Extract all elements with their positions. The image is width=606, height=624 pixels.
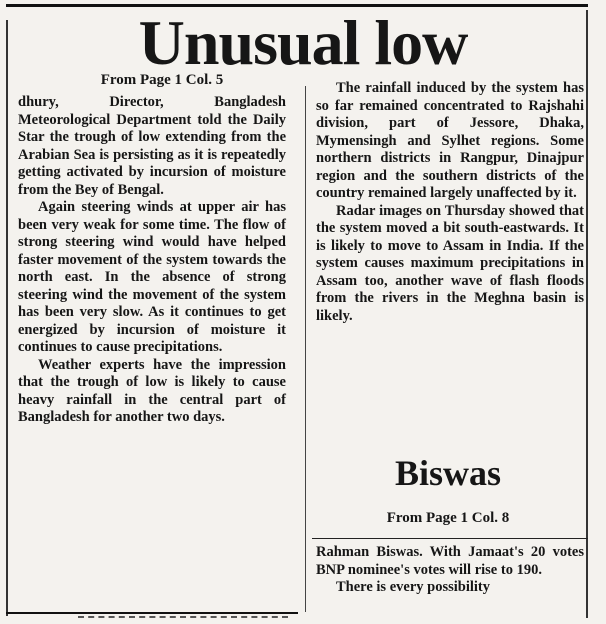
article-paragraph: dhury, Director, Bangladesh Meteorological Department told the Daily Star the trough of low extending from the Arabian Sea is persisting as it is repeatedly getting activated by incursion of moisture from the Bey of Bengal.	[18, 94, 286, 198]
article-paragraph: Again steering winds at upper air has been very weak for some time. The flow of strong steering wind would have helped faster movement of the system towards the north east. In the absence of strong steering wind the movement of the system has been very slow. As it continues to get energized by incursion of moisture it continues to cause precipitations.	[18, 199, 286, 355]
bottom-dashed-rule	[78, 616, 288, 620]
continuation-line-right: From Page 1 Col. 8	[386, 510, 510, 526]
article-paragraph: There is every possibility	[336, 579, 490, 595]
story-separator-rule	[312, 538, 588, 539]
article-paragraph: Weather experts have the impression that the trough of low is likely to cause heavy rainfall in the central part of Bangladesh for another two days.	[18, 356, 286, 425]
continuation-line-left: From Page 1 Col. 5	[100, 72, 224, 88]
biswas-article-column	[316, 544, 584, 597]
bottom-rule	[6, 612, 298, 614]
clipping-left-edge	[6, 20, 8, 616]
biswas-headline: Biswas	[394, 453, 502, 493]
right-article-column	[316, 80, 584, 325]
article-paragraph: Rahman Biswas. With Jamaat's 20 votes BNP nominee's votes will rise to 190.	[316, 544, 584, 578]
clipping-right-edge	[586, 10, 588, 618]
column-divider	[305, 86, 306, 612]
article-paragraph: Radar images on Thursday showed that the system moved a bit south-eastwards. It is likely to move to Assam in India. If the system causes maximum precipitations in Assam too, another wave of flash floods from the rivers in the Meghna basin is likely.	[316, 202, 584, 324]
article-paragraph: The rainfall induced by the system has so far remained concentrated to Rajshahi division, part of Jessore, Dhaka, Mymensingh and Sylhet regions. Some northern districts in Rangpur, Dinajpur region and the southern districts of the country remained largely unaffected by it.	[316, 80, 584, 201]
headline: Unusual low	[138, 7, 468, 78]
left-article-column	[18, 94, 286, 427]
